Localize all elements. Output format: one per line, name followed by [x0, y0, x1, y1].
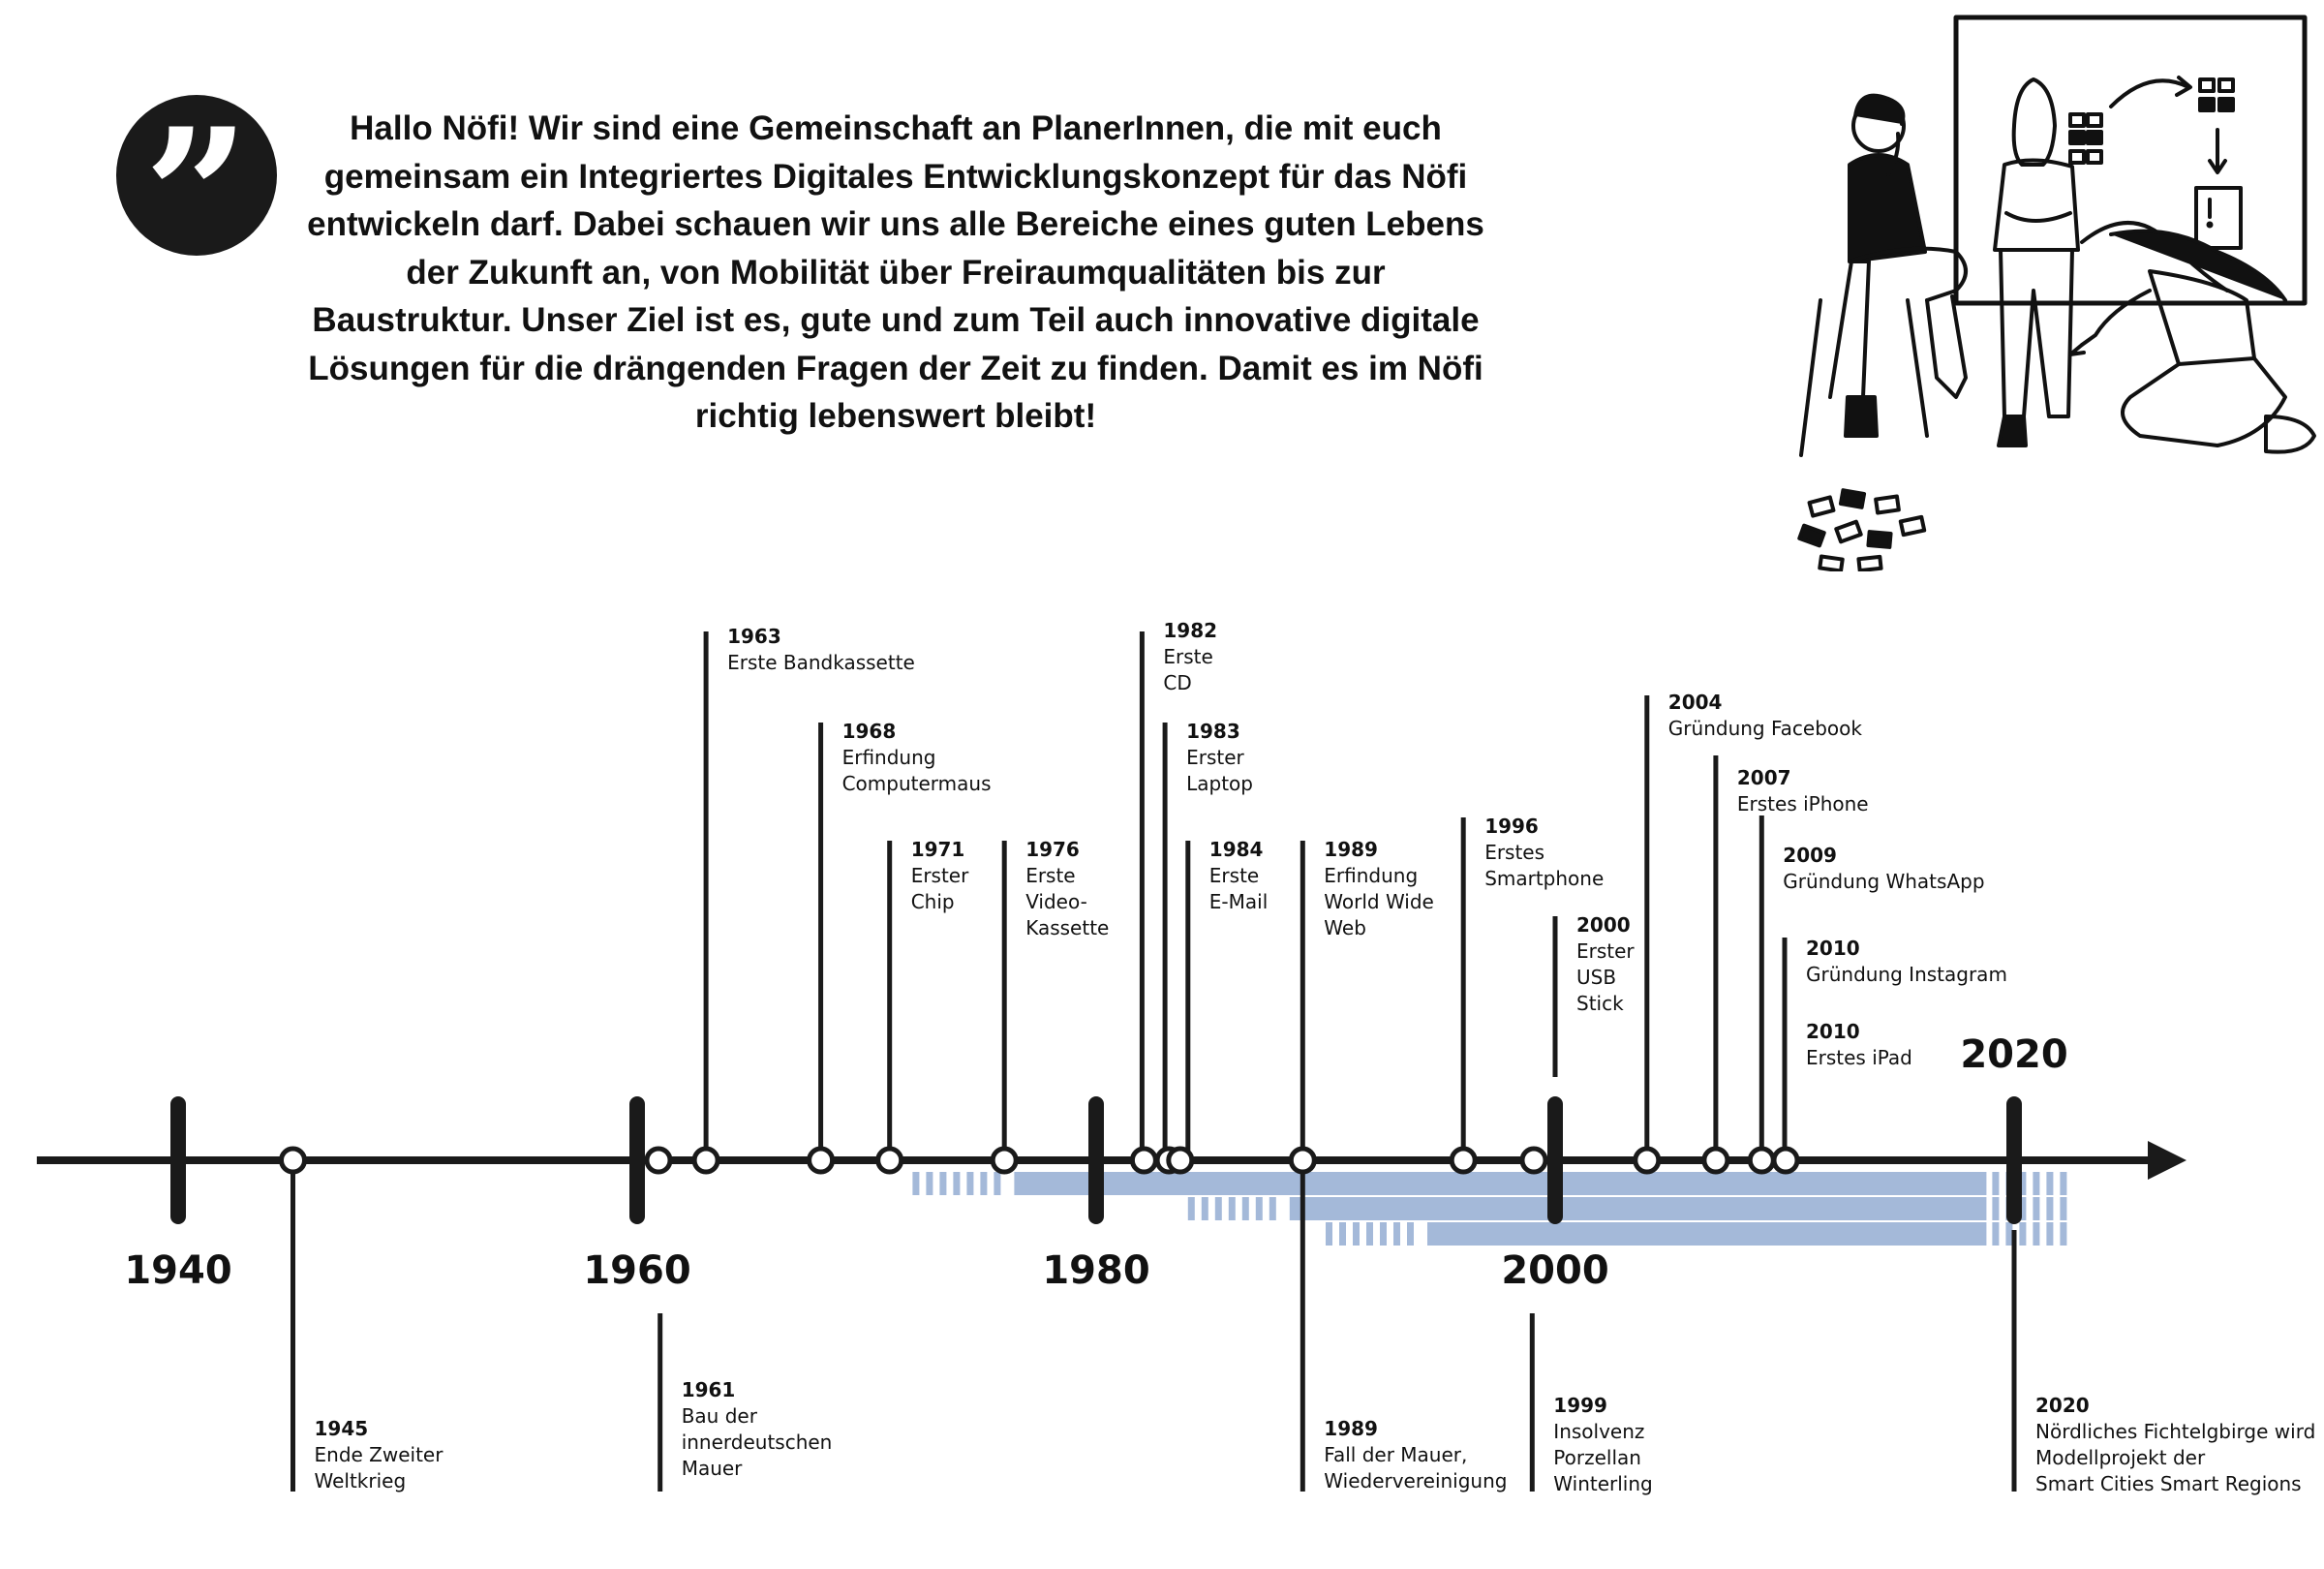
- event-above-text: CD: [1163, 671, 1192, 694]
- event-marker-1971: [878, 1149, 902, 1172]
- band-1-fade-start: [1188, 1197, 1195, 1220]
- event-above-text: Video-: [1025, 890, 1087, 913]
- event-above-year: 1996: [1484, 815, 1539, 838]
- band-1-fade-start: [1256, 1197, 1263, 1220]
- band-0-fade-start: [953, 1172, 960, 1195]
- event-marker-1968: [810, 1149, 833, 1172]
- timeline-arrow-head: [2148, 1141, 2186, 1180]
- event-above-year: 1983: [1186, 720, 1240, 743]
- band-2-fade-start: [1326, 1222, 1332, 1246]
- band-2-fade-end: [2060, 1222, 2066, 1246]
- event-marker-2004: [1636, 1149, 1659, 1172]
- event-above-text: Erster: [1186, 746, 1244, 769]
- band-1-fade-end: [2060, 1197, 2066, 1220]
- decade-label-2000: 2000: [1501, 1248, 1609, 1293]
- band-2-fade-start: [1353, 1222, 1360, 1246]
- event-below-text: Nördliches Fichtelgbirge wird: [2035, 1420, 2316, 1443]
- event-above-1968: [821, 720, 992, 1160]
- event-above-1982: [1142, 619, 1217, 1160]
- event-marker-1996: [1452, 1149, 1475, 1172]
- event-above-text: Erfindung: [1324, 864, 1419, 887]
- band-2-fade-start: [1366, 1222, 1373, 1246]
- event-above-text: Erstes iPad: [1806, 1046, 1912, 1069]
- event-above-text: Erste Bandkassette: [727, 651, 915, 674]
- event-above-year: 1989: [1324, 838, 1378, 861]
- band-2-fade-start: [1393, 1222, 1400, 1246]
- event-below-year: 1945: [314, 1417, 369, 1440]
- event-below-text: Porzellan: [1553, 1446, 1641, 1469]
- band-0-fade-start: [926, 1172, 933, 1195]
- event-above-year: 1982: [1163, 619, 1218, 642]
- band-0-fade-end: [1992, 1172, 1999, 1195]
- event-above-year: 2009: [1783, 844, 1837, 867]
- event-above-text: E-Mail: [1208, 890, 1269, 913]
- band-2: [1427, 1222, 1986, 1246]
- band-1-fade-start: [1229, 1197, 1236, 1220]
- event-below-year: 2020: [2035, 1394, 2090, 1417]
- band-1-fade-end: [1992, 1197, 1999, 1220]
- event-above-text: Erfindung: [841, 746, 936, 769]
- event-below-text: innerdeutschen: [681, 1431, 833, 1454]
- event-above-text: Laptop: [1186, 772, 1253, 795]
- event-below-text: Wiedervereinigung: [1324, 1469, 1508, 1492]
- event-below-text: Ende Zweiter: [314, 1443, 443, 1466]
- event-above-text: Erster: [910, 864, 969, 887]
- event-below-text: Modellprojekt der: [2035, 1446, 2206, 1469]
- event-below-text: Weltkrieg: [314, 1469, 407, 1492]
- band-0-fade-start: [980, 1172, 987, 1195]
- event-above-year: 2007: [1736, 766, 1791, 789]
- event-above-text: Erster: [1576, 939, 1635, 963]
- intro-text: Hallo Nöfi! Wir sind eine Gemeinschaft an PlanerInnen, die mit euch gemeinsam ein Integriertes Digitales Entwicklungskonzept für das Nöfi entwickeln darf. Dabei schauen wir uns alle Bereiche eines guten Lebens der Zukunft an, von Mobilität über Freiraumqualitäten bis zur Baustruktur. Unser Ziel ist es, gute und zum Teil auch innovative digitale Lösungen für die drängenden Fragen der Zeit zu finden. Damit es im Nöfi richtig lebenswert bleibt!: [307, 109, 1484, 435]
- event-above-year: 2010: [1806, 937, 1860, 960]
- event-above-year: 1963: [727, 625, 781, 648]
- event-above-text: Erste: [1025, 864, 1076, 887]
- band-2-fade-end: [2046, 1222, 2053, 1246]
- band-2-fade-end: [2033, 1222, 2039, 1246]
- event-marker-1984: [1169, 1149, 1192, 1172]
- event-marker-2010: [1774, 1149, 1797, 1172]
- band-1-fade-end: [2033, 1197, 2039, 1220]
- band-2-fade-end: [1992, 1222, 1999, 1246]
- event-above-year: 1971: [910, 838, 965, 861]
- event-above-text: Erste: [1208, 864, 1260, 887]
- event-above-text: Erstes iPhone: [1736, 792, 1869, 815]
- band-0-fade-start: [994, 1172, 1000, 1195]
- event-below-text: Smart Cities Smart Regions: [2035, 1472, 2302, 1495]
- event-marker-1963: [694, 1149, 718, 1172]
- event-above-text: Erstes: [1484, 841, 1545, 864]
- event-above-1971: [890, 838, 969, 1160]
- event-above-1984: [1188, 838, 1268, 1160]
- band-2-fade-end: [2019, 1222, 2026, 1246]
- event-below-year: 1989: [1324, 1417, 1378, 1440]
- quote-glyph: ”: [143, 88, 250, 304]
- event-below-1999: [1532, 1313, 1652, 1495]
- event-below-text: Mauer: [681, 1457, 743, 1480]
- event-above-1963: [706, 625, 915, 1160]
- event-below-year: 1961: [681, 1378, 736, 1401]
- event-marker-1989: [1291, 1149, 1314, 1172]
- band-2-fade-start: [1407, 1222, 1414, 1246]
- period-bands: [912, 1172, 2066, 1246]
- event-above-text: USB: [1576, 966, 1617, 989]
- event-marker-1976: [993, 1149, 1016, 1172]
- band-1-fade-start: [1242, 1197, 1249, 1220]
- event-below-1961: [660, 1313, 833, 1492]
- event-marker-1999: [1522, 1149, 1545, 1172]
- event-above-text: Gründung Instagram: [1806, 963, 2007, 986]
- band-1-fade-start: [1269, 1197, 1276, 1220]
- band-0-fade-end: [2060, 1172, 2066, 1195]
- event-marker-2007: [1704, 1149, 1728, 1172]
- event-above-2000: [1555, 913, 1635, 1077]
- event-above-text: Chip: [910, 890, 955, 913]
- event-below-text: Winterling: [1553, 1472, 1653, 1495]
- event-above-year: 1976: [1025, 838, 1080, 861]
- band-0-fade-end: [2046, 1172, 2053, 1195]
- decade-label-1940: 1940: [124, 1248, 232, 1293]
- event-above-2009: [1761, 815, 1984, 1160]
- event-marker-1982: [1132, 1149, 1155, 1172]
- band-1-fade-end: [2046, 1197, 2053, 1220]
- planning-team-illustration: [1762, 10, 2324, 571]
- event-above-year: 1984: [1208, 838, 1264, 861]
- band-0-fade-end: [2033, 1172, 2039, 1195]
- event-above-1983: [1165, 720, 1253, 1160]
- band-1-fade-start: [1202, 1197, 1208, 1220]
- event-above-year: 2010: [1806, 1020, 1860, 1043]
- event-below-2020: [2014, 1230, 2315, 1495]
- event-above-text: Kassette: [1025, 916, 1110, 939]
- timeline-diagram: [0, 581, 2324, 1569]
- event-marker-1945: [282, 1149, 305, 1172]
- event-above-1989: [1302, 838, 1434, 1160]
- event-below-text: Bau der: [681, 1404, 757, 1428]
- band-0-fade-start: [939, 1172, 946, 1195]
- decade-label-1960: 1960: [583, 1248, 691, 1293]
- event-above-2010: [1806, 1020, 1912, 1069]
- quote-icon: [116, 88, 277, 304]
- band-1: [1290, 1197, 1987, 1220]
- event-above-text: Gründung WhatsApp: [1783, 870, 1985, 893]
- band-0-fade-start: [912, 1172, 919, 1195]
- event-above-year: 2004: [1667, 691, 1723, 714]
- event-below-year: 1999: [1553, 1394, 1607, 1417]
- band-2-fade-start: [1380, 1222, 1387, 1246]
- event-above-text: Web: [1324, 916, 1366, 939]
- event-above-text: Stick: [1576, 992, 1624, 1015]
- event-above-year: 1968: [841, 720, 897, 743]
- event-below-text: Insolvenz: [1553, 1420, 1645, 1443]
- event-above-text: Computermaus: [841, 772, 992, 795]
- event-above-text: Erste: [1163, 645, 1213, 668]
- band-0-fade-start: [966, 1172, 973, 1195]
- event-above-text: Smartphone: [1484, 867, 1605, 890]
- event-marker-1960: [647, 1149, 670, 1172]
- event-below-text: Fall der Mauer,: [1324, 1443, 1468, 1466]
- events-above: [706, 619, 2007, 1160]
- event-above-text: Gründung Facebook: [1667, 717, 1862, 740]
- band-2-fade-start: [1339, 1222, 1346, 1246]
- band-1-fade-start: [1215, 1197, 1222, 1220]
- decade-label-2020: 2020: [1960, 1032, 2068, 1077]
- band-2-fade-end: [2005, 1222, 2012, 1246]
- band-0: [1014, 1172, 1986, 1195]
- event-marker-2009: [1750, 1149, 1773, 1172]
- event-above-year: 2000: [1576, 913, 1631, 937]
- event-below-1945: [293, 1160, 444, 1492]
- decade-label-1980: 1980: [1042, 1248, 1150, 1293]
- event-above-text: World Wide: [1324, 890, 1434, 913]
- event-above-2004: [1647, 691, 1863, 1160]
